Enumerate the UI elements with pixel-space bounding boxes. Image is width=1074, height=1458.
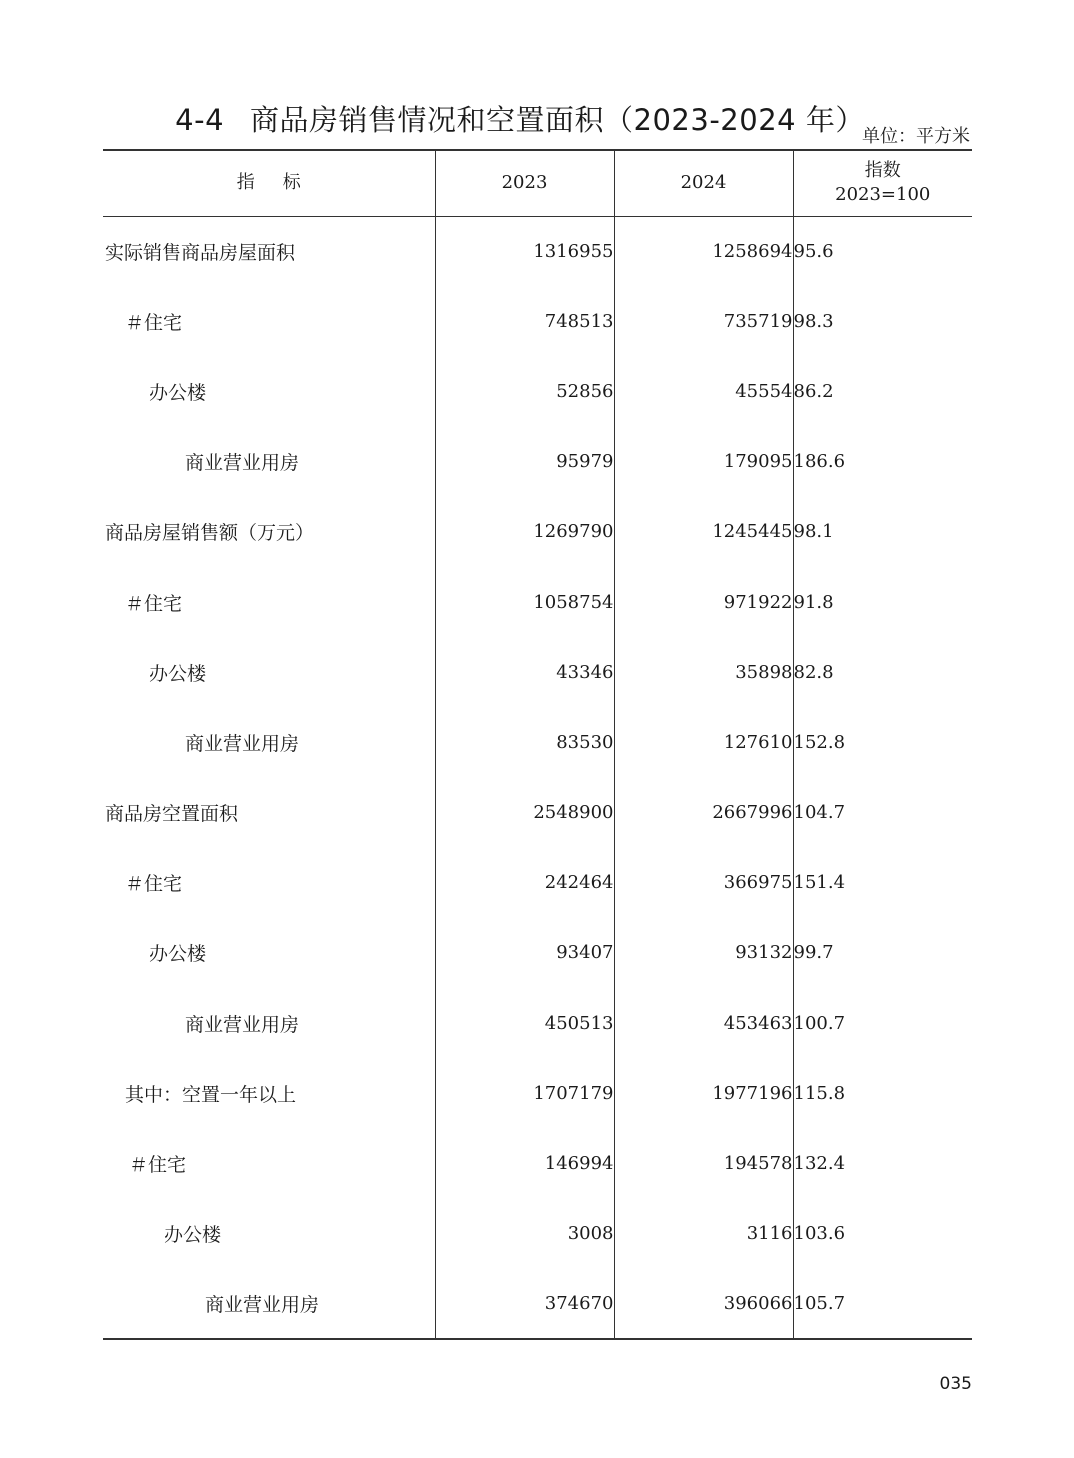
value-2024: 194578	[614, 1128, 793, 1198]
value-2024: 1258694	[614, 216, 793, 286]
table-row	[103, 707, 972, 777]
table-row	[103, 1128, 972, 1198]
table-row	[103, 1199, 972, 1269]
value-index: 103.6	[793, 1199, 972, 1269]
value-2023: 52856	[435, 356, 614, 426]
header-index-line1: 指数	[864, 160, 901, 182]
value-2024: 93132	[614, 918, 793, 988]
row-label: ＃住宅	[125, 873, 183, 896]
value-2023: 1316955	[435, 216, 614, 286]
value-2023: 93407	[435, 918, 614, 988]
table-row	[103, 1269, 972, 1339]
row-label: ＃住宅	[125, 311, 183, 334]
value-index: 186.6	[793, 427, 972, 497]
value-2024: 453463	[614, 988, 793, 1058]
value-2023: 83530	[435, 707, 614, 777]
value-2024: 1977196	[614, 1058, 793, 1128]
table-row	[103, 848, 972, 918]
value-2024: 396066	[614, 1269, 793, 1339]
value-2023: 3008	[435, 1199, 614, 1269]
value-index: 98.3	[793, 286, 972, 356]
value-2023: 748513	[435, 286, 614, 356]
table-row	[103, 637, 972, 707]
row-label: ＃住宅	[129, 1154, 187, 1177]
value-2023: 2548900	[435, 778, 614, 848]
table-row	[103, 427, 972, 497]
value-index: 115.8	[793, 1058, 972, 1128]
row-label: 商品房屋销售额（万元）	[105, 522, 315, 545]
value-2023: 242464	[435, 848, 614, 918]
value-index: 98.1	[793, 497, 972, 567]
table-row	[103, 497, 972, 567]
value-2024: 735719	[614, 286, 793, 356]
value-index: 91.8	[793, 567, 972, 637]
table-row	[103, 216, 972, 286]
value-2024: 179095	[614, 427, 793, 497]
value-2024: 127610	[614, 707, 793, 777]
value-2023: 450513	[435, 988, 614, 1058]
header-index	[793, 150, 972, 216]
value-index: 105.7	[793, 1269, 972, 1339]
table-row	[103, 778, 972, 848]
row-label: 实际销售商品房屋面积	[105, 241, 296, 264]
page-number: 035	[939, 1374, 972, 1394]
value-2023: 43346	[435, 637, 614, 707]
value-2024: 35898	[614, 637, 793, 707]
value-2023: 146994	[435, 1128, 614, 1198]
value-2024: 2667996	[614, 778, 793, 848]
row-label: 商业营业用房	[185, 1013, 300, 1036]
value-index: 100.7	[793, 988, 972, 1058]
table-row	[103, 1058, 972, 1128]
row-label: 办公楼	[149, 381, 207, 404]
row-label: ＃住宅	[125, 592, 183, 615]
value-2024: 3116	[614, 1199, 793, 1269]
value-2023: 1269790	[435, 497, 614, 567]
row-label: 办公楼	[149, 943, 207, 966]
value-2023: 1707179	[435, 1058, 614, 1128]
value-index: 86.2	[793, 356, 972, 426]
value-2024: 45554	[614, 356, 793, 426]
value-index: 132.4	[793, 1128, 972, 1198]
table-row	[103, 286, 972, 356]
value-2023: 374670	[435, 1269, 614, 1339]
table-row	[103, 567, 972, 637]
statistics-table	[103, 149, 972, 1340]
table-number: 4-4	[175, 103, 225, 137]
header-index-line2: 2023=100	[835, 184, 931, 206]
header-2024: 2024	[614, 150, 793, 216]
header-row	[103, 150, 972, 216]
row-label: 其中：空置一年以上	[125, 1083, 297, 1106]
table-body	[103, 216, 972, 1339]
value-index: 99.7	[793, 918, 972, 988]
row-label: 商业营业用房	[103, 1269, 435, 1339]
table-header	[103, 150, 972, 216]
header-2023: 2023	[435, 150, 614, 216]
row-label: 办公楼	[164, 1224, 222, 1247]
table-row	[103, 918, 972, 988]
row-label: 商业营业用房	[185, 452, 300, 475]
row-label: 商业营业用房	[185, 732, 300, 755]
value-2024: 366975	[614, 848, 793, 918]
value-index: 151.4	[793, 848, 972, 918]
table-row	[103, 988, 972, 1058]
row-label: 商品房空置面积	[105, 803, 239, 826]
value-index: 95.6	[793, 216, 972, 286]
value-2024: 1245445	[614, 497, 793, 567]
row-label: 办公楼	[149, 662, 207, 685]
table-title-text: 商品房销售情况和空置面积（2023-2024 年）	[250, 103, 865, 137]
header-indicator	[103, 150, 435, 216]
value-index: 82.8	[793, 637, 972, 707]
header-indicator-char1: 指	[236, 172, 255, 194]
value-2023: 95979	[435, 427, 614, 497]
value-index: 104.7	[793, 778, 972, 848]
value-index: 152.8	[793, 707, 972, 777]
value-2023: 1058754	[435, 567, 614, 637]
header-indicator-char2: 标	[282, 172, 301, 194]
table-row	[103, 356, 972, 426]
value-2024: 971922	[614, 567, 793, 637]
unit-label: 单位：平方米	[862, 126, 970, 147]
